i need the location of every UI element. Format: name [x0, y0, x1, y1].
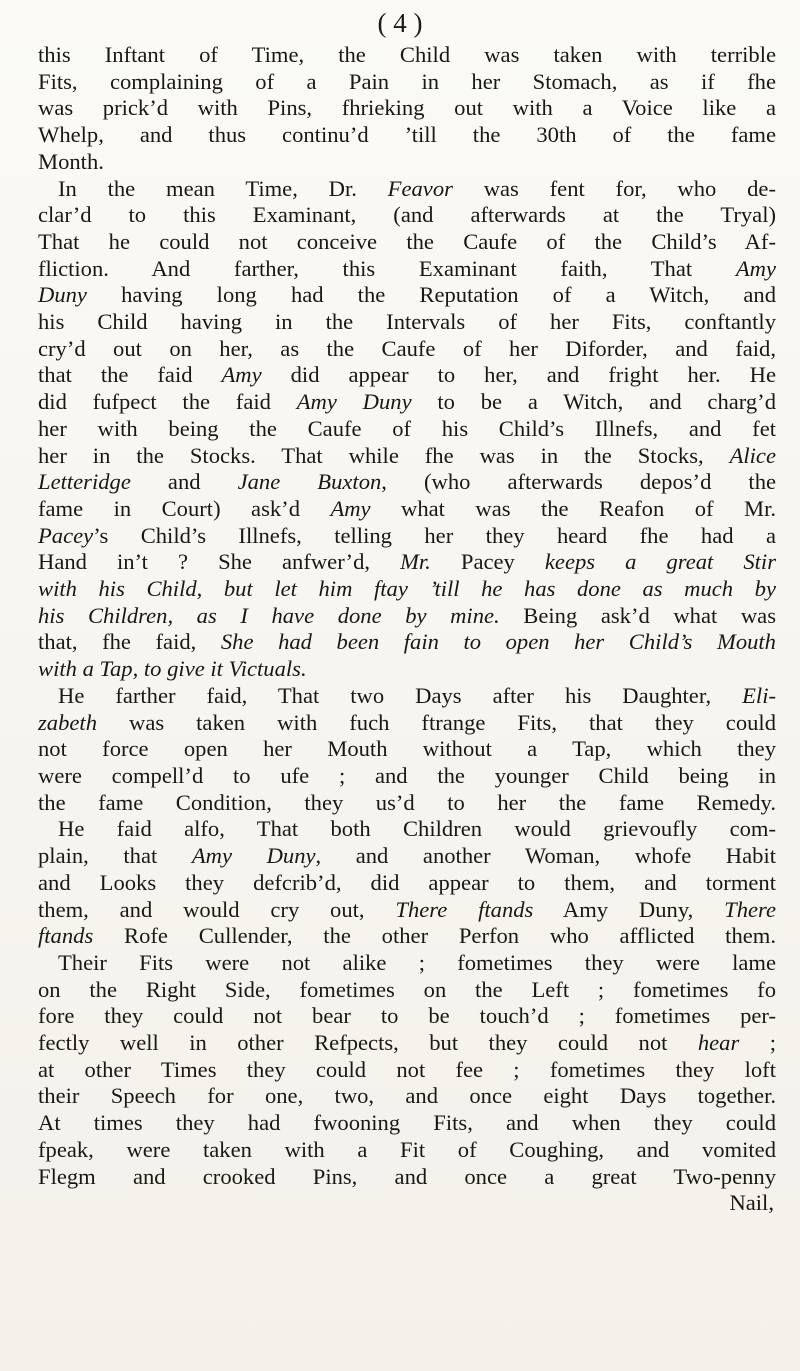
text-run: Fits, complaining of a Pain in her Stomach, as if fhe [38, 68, 776, 94]
text-run: his Child having in the Intervals of her Fits, conftantly [38, 309, 776, 335]
text-line [38, 1030, 776, 1057]
text-line [38, 710, 776, 737]
italic-text: with his Child, but let him ftay ’till he has done as much by [38, 576, 776, 602]
text-line [38, 1083, 776, 1110]
text-run: fliction. And farther, this Examinant faith, That [38, 255, 736, 281]
text-run: at other Times they could not fee ; fometimes they loft [38, 1056, 776, 1082]
text-run: Pacey [430, 549, 545, 575]
text-line [38, 42, 776, 69]
page-number: ( 4 ) [377, 8, 423, 38]
text-line [38, 1003, 776, 1030]
text-run: that, fhe faid, [38, 629, 221, 655]
text-run: having long had the Reputation of a Witch, and [86, 282, 776, 308]
text-line [38, 549, 776, 576]
text-run: At times they had fwooning Fits, and when they could [38, 1110, 776, 1136]
text-line [38, 469, 776, 496]
text-run: clar’d to this Examinant, (and afterwards at the Tryal) [38, 202, 776, 228]
italic-text: keeps a great Stir [544, 549, 776, 575]
italic-text: ftands [38, 923, 94, 949]
text-line [38, 603, 776, 630]
text-run: her in the Stocks. That while fhe was in the Stocks, [38, 442, 730, 468]
text-line [38, 69, 776, 96]
text-run: cry’d out on her, as the Caufe of her Diforder, and faid, [38, 335, 776, 361]
text-run: on the Right Side, fometimes on the Left ; fometimes fo [38, 976, 776, 1002]
italic-text: Duny [38, 282, 87, 308]
italic-text: Letteridge [38, 469, 131, 495]
text-line [38, 176, 776, 203]
text-run: and Looks they defcrib’d, did appear to them, and torment [38, 869, 776, 895]
italic-text: with a Tap, to give it Victuals. [38, 656, 307, 682]
text-run: plain, that [38, 843, 192, 869]
text-line [38, 977, 776, 1004]
text-run: did fufpect the faid [38, 389, 297, 415]
text-line [38, 443, 776, 470]
text-line [38, 282, 776, 309]
text-run: was prick’d with Pins, fhrieking out with a Voice like a [38, 95, 776, 121]
text-line [38, 362, 776, 389]
italic-text: Eli- [742, 682, 776, 708]
text-run: ’s Child’s Illnefs, telling her they heard fhe had a [93, 522, 776, 548]
text-run: Hand in’t ? She anfwer’d, [38, 549, 401, 575]
text-line [38, 95, 776, 122]
text-run: Being ask’d what was [499, 602, 776, 628]
text-run: , and another Woman, whofe Habit [315, 843, 776, 869]
text-run: fore they could not bear to be touch’d ; fometimes per- [38, 1003, 776, 1029]
italic-text: Jane Buxton [237, 469, 382, 495]
italic-text: hear [697, 1030, 740, 1056]
text-run: He farther faid, That two Days after his Daughter, [58, 682, 743, 708]
text-run: Flegm and crooked Pins, and once a great Two-penny [38, 1163, 776, 1189]
text-line [38, 336, 776, 363]
italic-text: his Children, as I have done by mine. [38, 602, 500, 628]
italic-text: Mr. [400, 549, 431, 575]
text-line [38, 656, 776, 683]
text-run: did appear to her, and fright her. He [261, 362, 776, 388]
text-run: That he could not conceive the Caufe of the Child’s Af- [38, 228, 776, 254]
text-line [38, 1164, 776, 1191]
text-run: He faid alfo, That both Children would grievoufly com- [58, 816, 776, 842]
text-run: that the faid [38, 362, 222, 388]
text-line [38, 202, 776, 229]
text-run: not force open her Mouth without a Tap, which they [38, 736, 776, 762]
text-line [38, 576, 776, 603]
text-run: In the mean Time, Dr. [58, 175, 388, 201]
text-line [38, 122, 776, 149]
text-line [38, 523, 776, 550]
text-run: their Speech for one, two, and once eight Days together. [38, 1083, 776, 1109]
italic-text: Amy [221, 362, 262, 388]
text-line [38, 496, 776, 523]
italic-text: Amy [735, 255, 776, 281]
text-line [38, 389, 776, 416]
text-run: this Inftant of Time, the Child was taken with terrible [38, 42, 776, 67]
text-line [38, 416, 776, 443]
text-run: , (who afterwards depos’d the [381, 469, 777, 495]
text-line [38, 950, 776, 977]
text-line [38, 1110, 776, 1137]
text-line [38, 229, 776, 256]
text-line [38, 816, 776, 843]
text-run: ; [739, 1030, 776, 1056]
italic-text: Alice [729, 442, 776, 468]
text-line [38, 629, 776, 656]
text-line [38, 763, 776, 790]
text-run: fame in Court) ask’d [38, 495, 331, 521]
text-run: what was the Reafon of Mr. [370, 495, 776, 521]
text-line [38, 149, 776, 176]
text-line [38, 256, 776, 283]
text-run: the fame Condition, they us’d to her the fame Remedy. [38, 789, 776, 815]
italic-text: There ftands [395, 896, 534, 922]
text-line [38, 870, 776, 897]
text-run: them, and would cry out, [38, 896, 396, 922]
text-run: fectly well in other Refpects, but they could not [38, 1030, 698, 1056]
italic-text: Pacey [38, 522, 94, 548]
page-body-text [38, 42, 776, 1217]
italic-text: Amy Duny [191, 843, 316, 869]
text-run: Nail, [729, 1190, 774, 1216]
text-line [38, 843, 776, 870]
text-line [38, 790, 776, 817]
italic-text: zabeth [38, 709, 97, 735]
text-run: Whelp, and thus continu’d ’till the 30th of the fame [38, 122, 776, 148]
text-run: to be a Witch, and charg’d [411, 389, 777, 415]
text-run: and [130, 469, 238, 495]
text-line [38, 309, 776, 336]
italic-text: Amy [330, 495, 371, 521]
italic-text: She had been fain to open her Child’s Mouth [220, 629, 776, 655]
text-line [38, 923, 776, 950]
text-line [38, 1057, 776, 1084]
text-line [38, 897, 776, 924]
text-line [38, 1137, 776, 1164]
italic-text: Amy Duny [296, 389, 412, 415]
text-run: fpeak, were taken with a Fit of Coughing, and vomited [38, 1136, 776, 1162]
text-run: Their Fits were not alike ; fometimes they were lame [58, 949, 776, 975]
text-line [38, 736, 776, 763]
italic-text: There [724, 896, 777, 922]
text-line [38, 1190, 776, 1217]
text-run: Rofe Cullender, the other Perfon who afflicted them. [93, 923, 776, 949]
text-run: Amy Duny, [533, 896, 725, 922]
text-line [38, 683, 776, 710]
text-run: Month. [38, 148, 104, 174]
text-run: were compell’d to ufe ; and the younger Child being in [38, 762, 776, 788]
text-run: was taken with fuch ftrange Fits, that they could [97, 709, 776, 735]
text-run: was fent for, who de- [452, 175, 776, 201]
italic-text: Feavor [387, 175, 453, 201]
text-run: her with being the Caufe of his Child’s Illnefs, and fet [38, 415, 776, 441]
